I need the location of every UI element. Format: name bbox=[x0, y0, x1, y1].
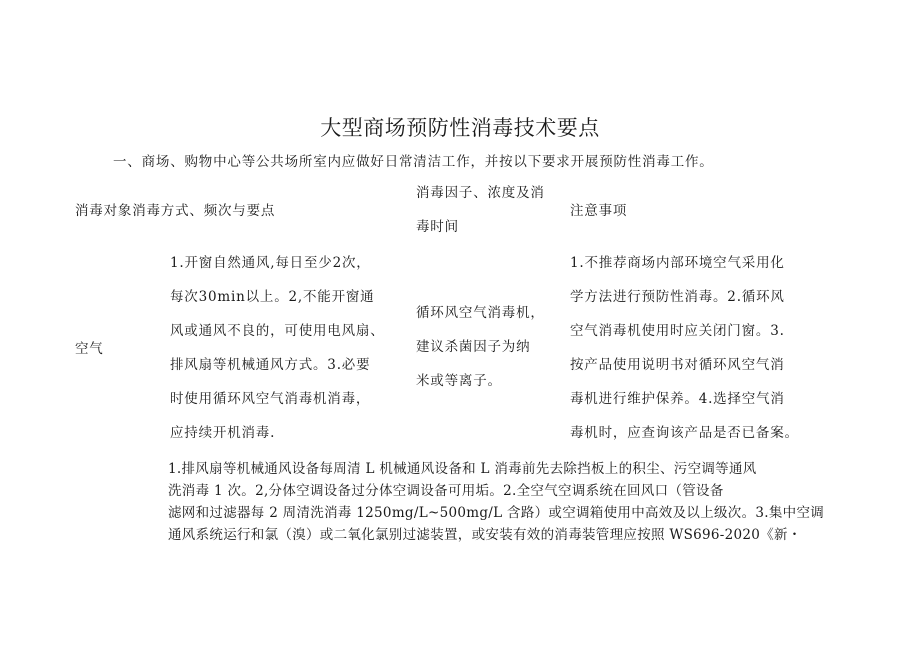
air-factor-cell bbox=[416, 296, 545, 398]
air-factor-line: 米或等离子。 bbox=[416, 373, 502, 389]
header-notes: 注意事项 bbox=[570, 203, 628, 219]
ventilation-line: 1.排风扇等机械通风设备每周清 L 机械通风设备和 L 消毒前先去除挡板上的积尘、污空调等通风 bbox=[168, 461, 757, 477]
ventilation-line: 通风系统运行和氯（溴）或二氧化氯别过滤装置，或安装有效的消毒装管理应按照 WS696-2020《新・ bbox=[168, 527, 802, 543]
air-notes-line: 学方法进行预防性消毒。2.循环风 bbox=[570, 289, 785, 305]
document-title: 大型商场预防性消毒技术要点 bbox=[320, 116, 600, 140]
air-notes-line: 1.不推荐商场内部环境空气采用化 bbox=[570, 255, 785, 271]
air-factor-line: 建议杀菌因子为纳 bbox=[416, 339, 531, 355]
air-factor-line: 循环风空气消毒机， bbox=[416, 305, 545, 321]
ventilation-line: 滤网和过滤器每 2 周清洗消毒 1250mg/L~500mg/L 含路）或空调箱使用中高效及以上级次。3.集中空调 bbox=[168, 505, 825, 521]
air-method-cell bbox=[170, 246, 385, 450]
air-notes-cell bbox=[570, 246, 799, 450]
header-factor-line: 毒时间 bbox=[416, 219, 459, 235]
air-method-line: 1.开窗自然通风,每日至少2次， bbox=[170, 255, 371, 271]
ventilation-row-text bbox=[168, 458, 824, 546]
header-object-method: 消毒对象消毒方式、频次与要点 bbox=[75, 203, 276, 219]
air-notes-line: 毒机时，应查询该产品是否已备案。 bbox=[570, 425, 799, 441]
header-factor-line: 消毒因子、浓度及消 bbox=[416, 185, 545, 201]
air-notes-line: 按产品使用说明书对循环风空气消 bbox=[570, 357, 785, 373]
row-object-air: 空气 bbox=[75, 341, 104, 357]
air-method-line: 排风扇等机械通风方式。3.必要 bbox=[170, 357, 371, 373]
air-method-line: 风或通风不良的，可使用电风扇、 bbox=[170, 323, 385, 339]
air-method-line: 应持续开机消毒. bbox=[170, 425, 276, 441]
air-method-line: 每次30min以上。2,不能开窗通 bbox=[170, 289, 375, 305]
air-notes-line: 空气消毒机使用时应关闭门窗。3. bbox=[570, 323, 785, 339]
header-factor bbox=[416, 176, 545, 244]
ventilation-line: 洗消毒 1 次。2,分体空调设备过分体空调设备可用垢。2.全空气空调系统在回风口（管设备 bbox=[168, 483, 724, 499]
intro-paragraph: 一、商场、购物中心等公共场所室内应做好日常清洁工作，并按以下要求开展预防性消毒工作。 bbox=[113, 154, 714, 170]
air-notes-line: 毒机进行维护保养。4.选择空气消 bbox=[570, 391, 785, 407]
air-method-line: 时使用循环风空气消毒机消毒， bbox=[170, 391, 371, 407]
